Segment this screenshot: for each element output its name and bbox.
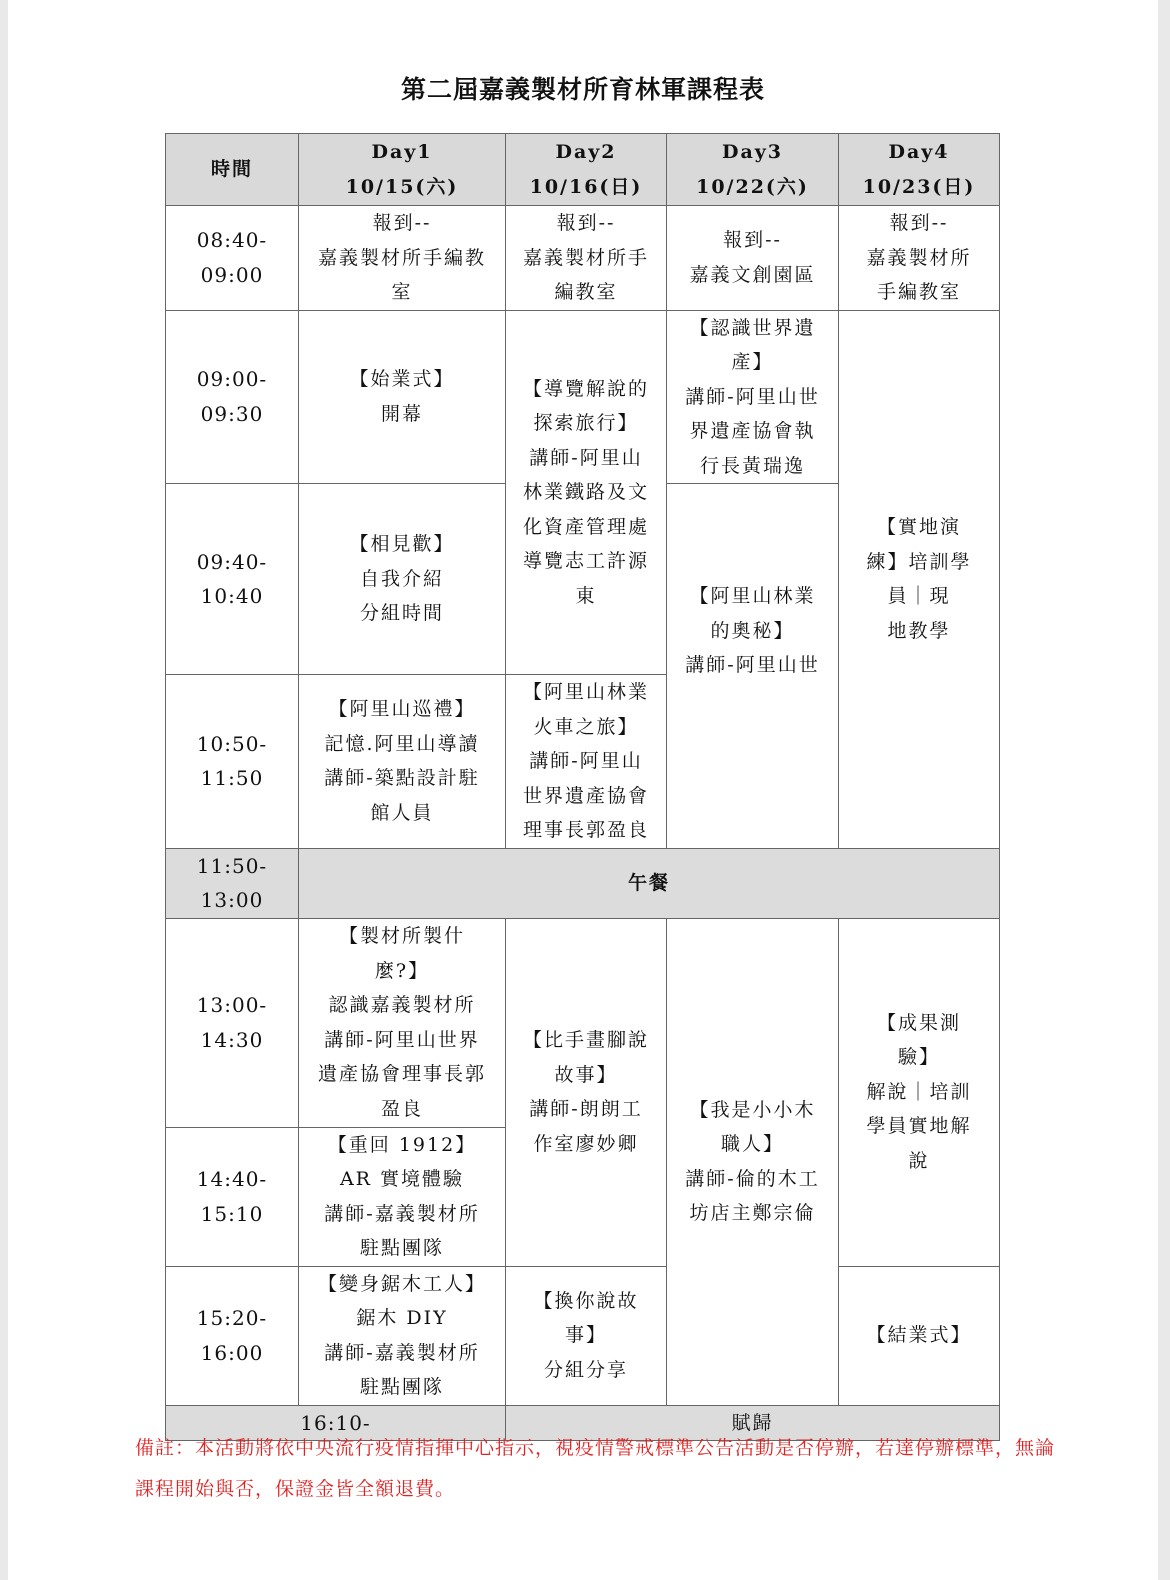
cell-line: 講師-朗朗工 xyxy=(529,1098,643,1120)
cell-line: 盈良 xyxy=(380,1097,423,1120)
cell-line: 驗】 xyxy=(897,1046,940,1069)
cell-line: 林業鐵路及文 xyxy=(522,481,649,503)
cell-line: 11:50- xyxy=(196,853,268,878)
cell-line: 報到-- xyxy=(889,212,949,234)
header-day2: Day2 10/16(日) xyxy=(506,134,667,206)
time-slot xyxy=(166,848,299,918)
cell-line: 報到-- xyxy=(723,229,782,252)
cell-line: 14:30 xyxy=(200,1027,264,1052)
cell-line: 嘉義文創園區 xyxy=(689,263,816,286)
cell-d2-train xyxy=(506,675,667,849)
cell-line: 火車之旅】 xyxy=(533,715,639,738)
cell-line: 13:00- xyxy=(196,993,268,1017)
cell-line: 自我介紹 xyxy=(359,567,444,590)
cell-line: 探索旅行】 xyxy=(533,412,639,434)
cell-d3-checkin xyxy=(667,206,839,311)
cell-line: 界遺產協會執 xyxy=(689,420,816,442)
cell-line: 嘉義製材所 xyxy=(866,246,972,269)
time-slot xyxy=(166,484,299,675)
cell-line: 08:40- xyxy=(196,228,268,253)
schedule-table xyxy=(165,133,1000,1441)
cell-line: 開幕 xyxy=(380,402,423,425)
cell-line: 化資產管理處 xyxy=(522,515,649,538)
time-slot xyxy=(166,1266,299,1405)
cell-line: 學員實地解 xyxy=(866,1115,972,1138)
return-home-cell: 賦歸 xyxy=(506,1405,1000,1440)
cell-line: 分組分享 xyxy=(543,1358,628,1381)
lunch-row xyxy=(166,848,1000,918)
cell-line: 講師-阿里山世 xyxy=(685,385,820,408)
cell-line: 地教學 xyxy=(887,619,951,642)
cell-line: 導覽志工許源 xyxy=(522,550,649,572)
cell-line: 坊店主鄭宗倫 xyxy=(689,1202,816,1224)
cell-line: 講師-阿里山 xyxy=(529,446,643,469)
header-time: 時間 xyxy=(166,134,299,206)
cell-line: 行長黃瑞逸 xyxy=(699,454,805,477)
table-row xyxy=(166,206,1000,311)
cell-line: 產】 xyxy=(731,351,774,373)
lunch-cell: 午餐 xyxy=(299,848,1000,918)
cell-line: 的奧秘】 xyxy=(710,619,795,642)
cell-d1-saw xyxy=(299,1266,506,1405)
cell-d1-pilgrim xyxy=(299,675,506,849)
cell-line: 駐點團隊 xyxy=(359,1237,444,1259)
cell-line: 【相見歡】 xyxy=(349,533,455,556)
cell-line: 說 xyxy=(908,1149,930,1172)
cell-d4-closing xyxy=(839,1266,1000,1405)
cell-d2-gesture xyxy=(506,918,667,1266)
time-slot xyxy=(166,675,299,849)
page-title: 第二屆嘉義製材所育林軍課程表 xyxy=(400,75,765,104)
cell-line: 解說｜培訓 xyxy=(866,1080,972,1103)
cell-line: 15:10 xyxy=(200,1201,264,1226)
cell-line: 講師-阿里山世界 xyxy=(324,1028,480,1051)
cell-d2-checkin xyxy=(506,206,667,311)
cell-line: 【阿里山林業 xyxy=(522,681,649,703)
cell-line: 09:40- xyxy=(196,549,268,574)
cell-line: 報到-- xyxy=(556,212,616,234)
cell-line: 講師-嘉義製材所 xyxy=(324,1341,480,1364)
cell-line: 【結業式】 xyxy=(866,1324,972,1347)
cell-line: 館人員 xyxy=(370,801,434,824)
cell-line: 遺產協會理事長郭 xyxy=(317,1063,486,1085)
header-day1: Day1 10/15(六) xyxy=(299,134,506,206)
cell-line: 職人】 xyxy=(720,1133,784,1155)
cell-d3-forestry xyxy=(667,484,839,849)
cell-line: 講師-阿里山世 xyxy=(685,654,820,676)
cell-line: 編教室 xyxy=(554,281,618,303)
cell-line: 世界遺產協會 xyxy=(522,784,649,807)
cell-line: 手編教室 xyxy=(876,281,961,303)
cell-line: 09:00 xyxy=(200,262,264,287)
cell-line: 【認識世界遺 xyxy=(689,316,816,339)
cell-line: 講師-阿里山 xyxy=(529,750,643,772)
cell-line: 報到-- xyxy=(372,212,432,234)
cell-line: 【阿里山林業 xyxy=(689,585,816,607)
table-row xyxy=(166,1266,1000,1405)
cell-d3-heritage xyxy=(667,310,839,484)
cell-line: 【實地演 xyxy=(876,516,961,538)
cell-line: 東 xyxy=(575,584,597,607)
cell-line: 事】 xyxy=(564,1324,607,1347)
cell-line: 【製材所製什 xyxy=(338,925,465,947)
header-day4: Day4 10/23(日) xyxy=(839,134,1000,206)
cell-line: 【導覽解說的 xyxy=(522,377,649,400)
cell-line: 員｜現 xyxy=(887,585,951,607)
cell-line: 【成果測 xyxy=(876,1011,961,1034)
cell-line: 09:00- xyxy=(196,367,268,392)
cell-line: 麼?】 xyxy=(374,959,430,982)
footnote: 備註：本活動將依中央流行疫情指揮中心指示，視疫情警戒標準公告活動是否停辦，若達停辦標準，無論課程開始與否，保證金皆全額退費。 xyxy=(135,1437,1056,1500)
cell-line: 鋸木 DIY xyxy=(356,1307,448,1329)
cell-line: 10:40 xyxy=(200,584,264,608)
cell-line: 【始業式】 xyxy=(349,368,455,391)
cell-line: 嘉義製材所手編教 xyxy=(317,246,486,269)
cell-d1-opening xyxy=(299,310,506,484)
cell-line: 14:40- xyxy=(196,1167,268,1191)
cell-d1-meet xyxy=(299,484,506,675)
cell-line: 【我是小小木 xyxy=(689,1098,816,1121)
cell-line: 【換你說故 xyxy=(533,1289,639,1312)
cell-line: 【比手畫腳說 xyxy=(522,1029,649,1051)
time-slot xyxy=(166,1127,299,1266)
cell-line: AR 實境體驗 xyxy=(339,1168,465,1190)
cell-line: 認識嘉義製材所 xyxy=(328,994,476,1016)
cell-d2-tour xyxy=(506,310,667,675)
cell-line: 故事】 xyxy=(554,1063,618,1086)
cell-line: 【重回 1912】 xyxy=(327,1133,477,1156)
cell-line: 講師-築點設計駐 xyxy=(324,767,480,790)
table-row xyxy=(166,310,1000,484)
cell-line: 嘉義製材所手 xyxy=(522,246,649,269)
cell-d4-test xyxy=(839,918,1000,1266)
cell-line: 15:20- xyxy=(196,1306,268,1330)
cell-line: 記憶.阿里山導讀 xyxy=(324,732,480,755)
cell-line: 13:00 xyxy=(200,888,264,912)
cell-line: 作室廖妙卿 xyxy=(533,1132,639,1155)
time-slot xyxy=(166,918,299,1127)
header-row xyxy=(166,134,1000,206)
cell-line: 講師-嘉義製材所 xyxy=(324,1202,480,1225)
cell-line: 【變身鋸木工人】 xyxy=(317,1272,486,1295)
cell-d4-practice xyxy=(839,310,1000,848)
cell-line: 練】培訓學 xyxy=(866,550,972,573)
cell-line: 11:50 xyxy=(200,766,264,791)
cell-line: 分組時間 xyxy=(359,602,444,625)
document-page xyxy=(8,0,1158,1580)
time-slot xyxy=(166,206,299,311)
cell-line: 理事長郭盈良 xyxy=(522,819,649,841)
time-slot-final: 16:10- xyxy=(166,1405,506,1440)
cell-line: 【阿里山巡禮】 xyxy=(328,698,476,721)
cell-line: 10:50- xyxy=(196,731,268,756)
cell-line: 16:00 xyxy=(200,1340,264,1365)
cell-d4-checkin xyxy=(839,206,1000,311)
cell-line: 室 xyxy=(391,281,413,303)
cell-line: 駐點團隊 xyxy=(359,1376,444,1398)
cell-d1-1912 xyxy=(299,1127,506,1266)
table-row xyxy=(166,918,1000,1127)
cell-d3-woodworker xyxy=(667,918,839,1405)
cell-line: 講師-倫的木工 xyxy=(685,1167,820,1190)
cell-d1-mill xyxy=(299,918,506,1127)
header-day3: Day3 10/22(六) xyxy=(667,134,839,206)
cell-d2-story xyxy=(506,1266,667,1405)
time-slot xyxy=(166,310,299,484)
cell-d1-checkin xyxy=(299,206,506,311)
cell-line: 09:30 xyxy=(200,401,264,426)
